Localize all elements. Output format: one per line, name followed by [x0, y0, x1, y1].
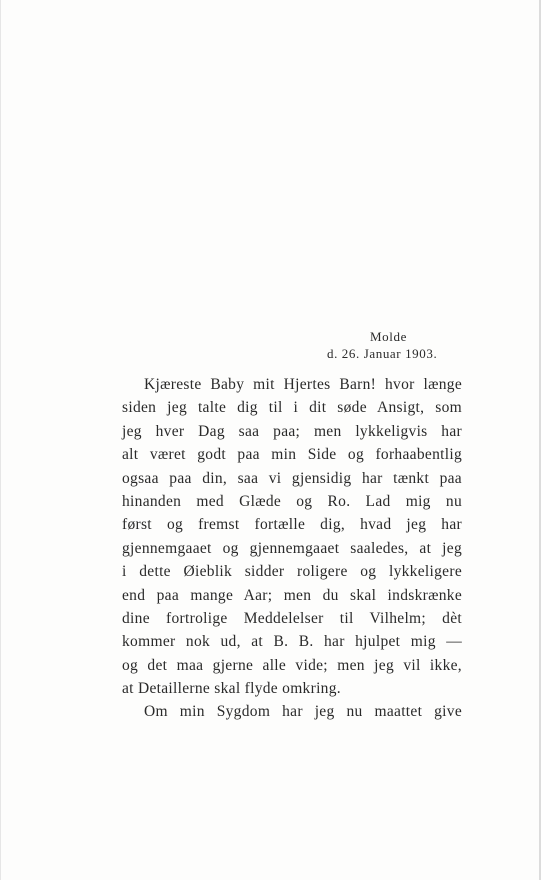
letter-body: [122, 373, 462, 724]
body-line: kommer nok ud, at B. B. har hjulpet mig —: [122, 633, 462, 651]
letter-date: d. 26. Januar 1903.: [327, 346, 438, 361]
letter-place: Molde: [370, 329, 407, 344]
body-line: dine fortrolige Meddelelser til Vilhelm; dèt: [122, 609, 462, 627]
body-line: ogsaa paa din, saa vi gjensidig har tænkt paa: [122, 469, 462, 487]
body-line: og det maa gjerne alle vide; men jeg vil ikke,: [122, 656, 462, 674]
body-line: hinanden med Glæde og Ro. Lad mig nu: [122, 492, 462, 510]
body-line: end paa mange Aar; men du skal indskrænke: [122, 586, 462, 604]
body-line: jeg hver Dag saa paa; men lykkeligvis har: [122, 422, 462, 440]
body-line: alt været godt paa min Side og forhaabentlig: [122, 446, 462, 464]
body-line: først og fremst fortælle dig, hvad jeg har: [122, 516, 462, 534]
body-line: Kjæreste Baby mit Hjertes Barn! hvor længe: [144, 376, 462, 393]
body-line: Om min Sygdom har jeg nu maattet give: [144, 703, 462, 721]
body-line: at Detaillerne skal flyde omkring.: [122, 680, 341, 698]
body-line: i dette Øieblik sidder roligere og lykkeligere: [122, 563, 462, 581]
body-line: siden jeg talte dig til i dit søde Ansigt, som: [122, 399, 462, 417]
body-line: gjennemgaaet og gjennemgaaet saaledes, at jeg: [122, 539, 462, 557]
